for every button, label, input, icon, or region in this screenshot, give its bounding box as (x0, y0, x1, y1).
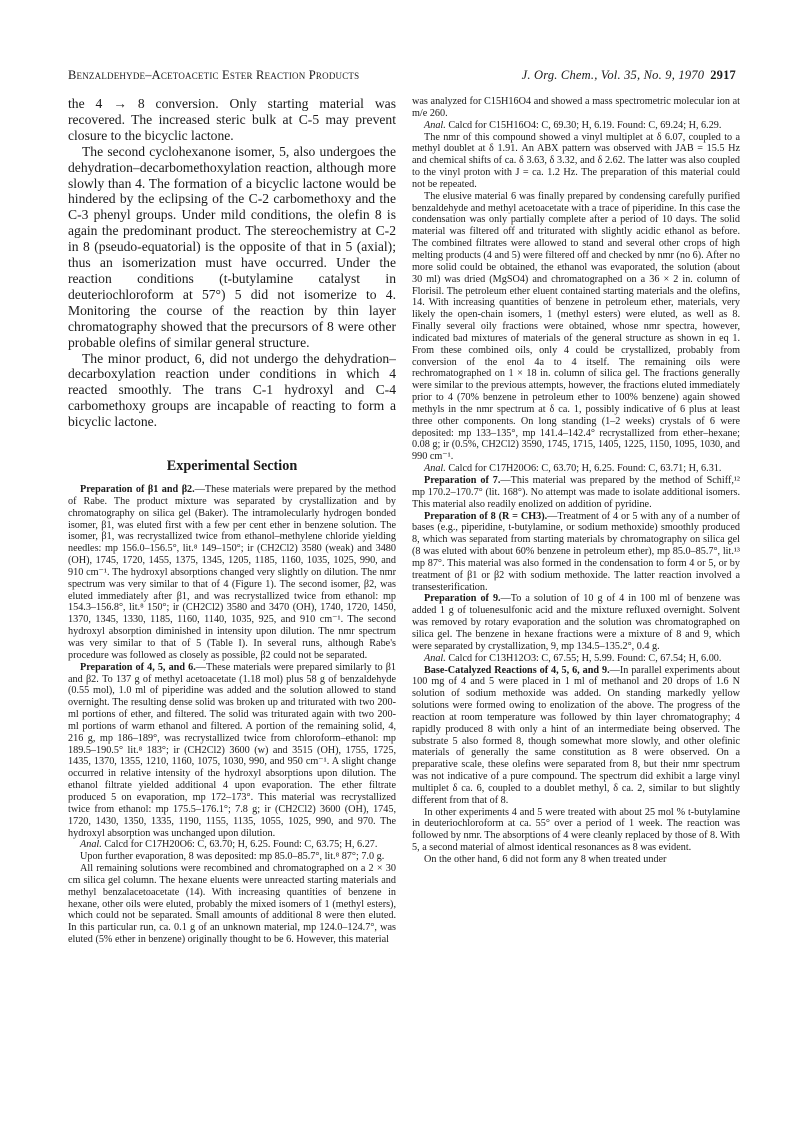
experimental-paragraph (412, 511, 740, 594)
runin-heading: Preparation of 4, 5, and 6. (80, 661, 196, 673)
anal-label: Anal. (424, 652, 446, 664)
running-title: Benzaldehyde–Acetoacetic Ester Reaction Products (68, 68, 360, 82)
paragraph-text: —Treatment of 4 or 5 with any of a number of bases (e.g., piperidine, t-butylamine, or sodium methoxide) smoothly produced 8, which was separated from starting materials by chromatography on silica gel (8 was eluted with about 60% benzene in petroleum ether), mp 85.0–85.7°, lit.¹³ mp 87°. This material was also formed in the condensation to form 4 or 5, or by treatment of β1 or β2 with sodium methoxide. The latter reaction involved a transesterification. (412, 510, 740, 593)
experimental-paragraph (412, 132, 740, 191)
paragraph-text: On the other hand, 6 did not form any 8 when treated under (424, 854, 667, 865)
experimental-paragraph (68, 851, 396, 863)
runin-heading: Preparation of 9. (424, 593, 501, 605)
paragraph-text: —To a solution of 10 g of 4 in 100 ml of benzene was added 1 g of toluenesulfonic acid and the mixture refluxed overnight. Solvent was removed by rotary evaporation and the solution was chromatographed on silica gel. The benzene in hexane fractions were a mixture of 8 and 9, which were separated by crystallization, 9, mp 134.5–135.2°, 0.4 g. (412, 593, 740, 652)
paragraph-text: —This material was prepared by the method of Schiff,¹² mp 170.2–170.7° (lit. 168°). No attempt was made to isolate additional isomers. This material also readily enolized on addition of pyridine. (412, 475, 740, 510)
paragraph-text: The nmr of this compound showed a vinyl multiplet at δ 6.07, coupled to a methyl doublet at δ 1.91. An ABX pattern was observed with JAB = 15.5 Hz and chemical shifts of ca. δ 3.63, δ 3.32, and δ 2.62. The latter was also coupled to the vinyl proton with J = ca. 1.2 Hz. The preparation of this material could not be repeated. (412, 131, 740, 190)
running-header (68, 68, 736, 86)
anal-label: Anal. (424, 119, 446, 131)
experimental-paragraph (412, 854, 740, 866)
experimental-paragraph (68, 662, 396, 840)
experimental-paragraph (412, 475, 740, 511)
experimental-paragraph (68, 863, 396, 946)
experimental-paragraph (68, 484, 396, 662)
paragraph-text: In other experiments 4 and 5 were treated with about 25 mol % t-butylamine in deuteriochloroform at ca. 55° over a period of 1 week. The reaction was followed by nmr. The absorptions of 4 were cleanly replaced by those of 8. With 5, a second material of almost identical resonances as 8 was evident. (412, 806, 740, 854)
anal-label: Anal. (80, 839, 102, 851)
body-paragraph: the 4 → 8 conversion. Only starting material was recovered. The increased steric bulk at C-5 may prevent closure to the bicyclic lactone. (68, 96, 396, 143)
paragraph-text: Calcd for C17H20O6: C, 63.70; H, 6.25. Found: C, 63.71; H, 6.31. (445, 463, 722, 475)
paragraph-text: was analyzed for C15H16O4 and showed a mass spectrometric molecular ion at m/e 260. (412, 96, 740, 119)
paragraph-text: Calcd for C13H12O3: C, 67.55; H, 5.99. Found: C, 67.54; H, 6.00. (445, 652, 722, 664)
anal-label: Anal. (424, 463, 446, 475)
journal-citation (522, 68, 736, 83)
paragraph-text: The elusive material 6 was finally prepared by condensing carefully purified benzaldehyde and methyl acetoacetate with a trace of piperidine. In this case the condensation was only partially complete after a period of 10 days. The solid material was filtered off and triturated with slightly acidic ethanol as before. The combined filtrates were allowed to stand and several other crops of high melting products (4 and 5) were filtered off and checked by nmr (no 6). After no more solid could be obtained, the ethanol was evaporated, the solution (about 30 ml) was dried (MgSO4) and chromatographed on a 36 × 2 in. column of Florisil. The petroleum ether eluent contained starting materials and the olefins, 14. With increasing quantities of benzene in petroleum ether, materials, very likely the open-chain isomers, 1 (methyl esters) were eluted, as well as 8. Finally several oily fractions were obtained, whose nmr spectra, however, indicated bad mixtures of materials of the general structure as shown in eq 1. From these combined oils, only 4 could be crystallized, probably from conversion of the enol 4a to 4 itself. The remaining oils were rechromatographed on 1 × 18 in. column of silica gel. The fractions generally were similar to the previous attempts, however, the fractions eluted immediately prior to 4 (70% benzene in petroleum ether to 100% benzene) again showed methyls in the nmr spectrum at δ ca. 1, possibly indicative of 6 plus at least three other components. On long standing (1–2 weeks) crystals of 6 were deposited: mp 133–135°, mp 141.4–142.4° recrystallized from ether–hexane; 0.08 g; ir (0.5%, CH2Cl2) 3590, 1745, 1715, 1405, 1225, 1150, 1095, 1030, and 990 cm⁻¹. (412, 190, 740, 463)
discussion-text (68, 96, 396, 430)
experimental-paragraph (412, 807, 740, 854)
runin-heading: Preparation of β1 and β2. (80, 484, 195, 496)
right-column (412, 96, 740, 1096)
runin-heading: Preparation of 8 (R = CH3). (424, 510, 548, 522)
body-paragraph: The second cyclohexanone isomer, 5, also undergoes the dehydration–decarbomethoxylation reaction, although more slowly than 4. The formation of a bicyclic lactone would be hindered by the eclipsing of the C-2 carbomethoxy and the C-3 phenyl groups. Under mild conditions, the olefin 8 is again the predominant product. The stereochemistry at C-2 in 8 (pseudo-equatorial) is the opposite of that in 5 (axial); thus an isomerization must have occurred. Under the reaction conditions (t-butylamine catalyst in deuteriochloroform at 57°) 5 did not isomerize to 4. Monitoring the course of the reaction by thin layer chromatography showed that the precursors of 8 were other probable olefins of similar general structure. (68, 143, 396, 350)
left-column (68, 96, 396, 1096)
paragraph-text: —These materials were prepared similarly to β1 and β2. To 137 g of methyl acetoacetate (1.18 mol) plus 58 g of benzaldehyde (0.55 mol), 1.0 ml of piperidine was added and the solution allowed to stand overnight. The resulting dense solid was broken up and triturated with two 200-ml portions of ether, and filtered. The solid was triturated again with two 200-ml portions of warm ethanol and filtered. A portion of the remaining solid, 4, 216 g, mp 186–189°, was recrystallized twice from chloroform–ethanol: mp 189.5–190.5° lit.⁸ 183°; ir (CH2Cl2) 3600 (w) and 3515 (OH), 1755, 1725, 1435, 1370, 1355, 1210, 1160, 1075, 1030, 990, and 950 cm⁻¹. A slight change occurred in relative intensity of the hydroxyl absorptions upon dilution. The ethanol filtrate yielded additional 4 upon evaporation. The ether filtrate produced 5 on evaporation, mp 172–173°. This material was recrystallized twice from ethanol: mp 175.5–176.1°; 7.8 g; ir (CH2Cl2) 3600 (OH), 1745, 1720, 1430, 1350, 1335, 1190, 1155, 1135, 1055, 1025, 990, and 970. The hydroxyl absorption was unchanged upon dilution. (68, 661, 396, 839)
experimental-paragraph (412, 96, 740, 120)
experimental-paragraph (412, 593, 740, 652)
journal-name: J. Org. Chem., Vol. 35, No. 9, 1970 (521, 68, 705, 82)
paragraph-text: Calcd for C17H20O6: C, 63.70; H, 6.25. Found: C, 63.75; H, 6.27. (101, 839, 378, 851)
body-paragraph: The minor product, 6, did not undergo the dehydration–decarboxylation reaction under conditions in which 4 reacted smoothly. The trans C-1 hydroxyl and C-4 carbomethoxy groups are incapable of reacting to form a bicyclic lactone. (68, 350, 396, 430)
experimental-paragraph (412, 665, 740, 807)
paragraph-text: Calcd for C15H16O4: C, 69.30; H, 6.19. Found: C, 69.24; H, 6.29. (445, 119, 722, 131)
section-heading: Experimental Section (166, 458, 298, 475)
analysis-paragraph (68, 839, 396, 851)
analysis-paragraph (412, 463, 740, 475)
analysis-paragraph (412, 120, 740, 132)
experimental-paragraph (412, 191, 740, 463)
runin-heading: Preparation of 7. (424, 475, 501, 486)
paragraph-text: Upon further evaporation, 8 was deposited: mp 85.0–85.7°, lit.⁸ 87°; 7.0 g. (80, 851, 385, 863)
paragraph-text: —These materials were prepared by the method of Rabe. The product mixture was separated by crystallization and by chromatography on silica gel (Baker). The intramolecularly hydrogen bonded isomer, β1, was eluted first with a few per cent ether in benzene solution. The isomer, β1, was recrystallized twice from ethanol–methylene chloride yielding needles: mp 156.0–156.5°, lit.⁸ 149–150°; ir (CH2Cl2) 3580 (weak) and 3480 (OH), 1745, 1720, 1455, 1375, 1345, 1205, 1185, 1160, 1035, 1025, 990, and 910 cm⁻¹. The hydroxyl absorptions changed very slightly on dilution. The nmr spectrum was very similar to that of 4 (Figure 1). The second isomer, β2, was eluted immediately after β1, and was recrystallized twice from ethanol: mp 154.3–156.8°, lit.⁸ 150°; ir (CH2Cl2) 3580 and 3470 (OH), 1740, 1720, 1450, 1370, 1345, 1330, 1185, 1160, 1140, 1035, 925, and 910 cm⁻¹. The second hydroxyl absorption diminished in intensity upon dilution. The nmr spectrum was very similar to that of 5 (Table I). In several runs, although Rabe's procedure was followed as closely as possible, β2 could not be separated. (68, 484, 396, 661)
experimental-text (68, 484, 396, 946)
analysis-paragraph (412, 653, 740, 665)
runin-heading: Base-Catalyzed Reactions of 4, 5, 6, and 9. (424, 664, 610, 676)
paragraph-text: All remaining solutions were recombined and chromatographed on a 2 × 30 cm silica gel column. The hexane eluents were unreacted starting materials and methyl benzalacetoacetate (14). With increasing quantities of benzene in hexane, other oils were eluted, probably the mixed isomers of 1 (methyl esters), which could not be separated. Small amounts of additional 8 were then eluted. In this particular run, ca. 0.1 g of an unknown material, mp 124.0–124.7°, was eluted (5% ether in benzene) originally thought to be 6. However, this material (68, 863, 396, 946)
paragraph-text: —In parallel experiments about 100 mg of 4 and 5 were placed in 1 ml of methanol and 20 drops of 1.6 N solution of sodium methoxide was added. On standing markedly yellow solutions were formed owing to enolization of the above. The progress of the reaction at room temperature was followed by thin layer chromatography; 4 rapidly produced 8 with only a hint of an intermediate being observed. The substrate 5 also formed 8, though somewhat more slowly, and other olefinic materials of generally the same constitution as 8 were observed. On a preparative scale, these olefins were separated from 8, but their nmr spectrum was not indicative of a pure compound. The spectrum did exhibit a large vinyl multiplet δ ca. 6, coupled to a doublet methyl, δ ca. 2, similar to but slightly different from that of 8. (412, 664, 740, 806)
page-number: 2917 (710, 68, 736, 82)
